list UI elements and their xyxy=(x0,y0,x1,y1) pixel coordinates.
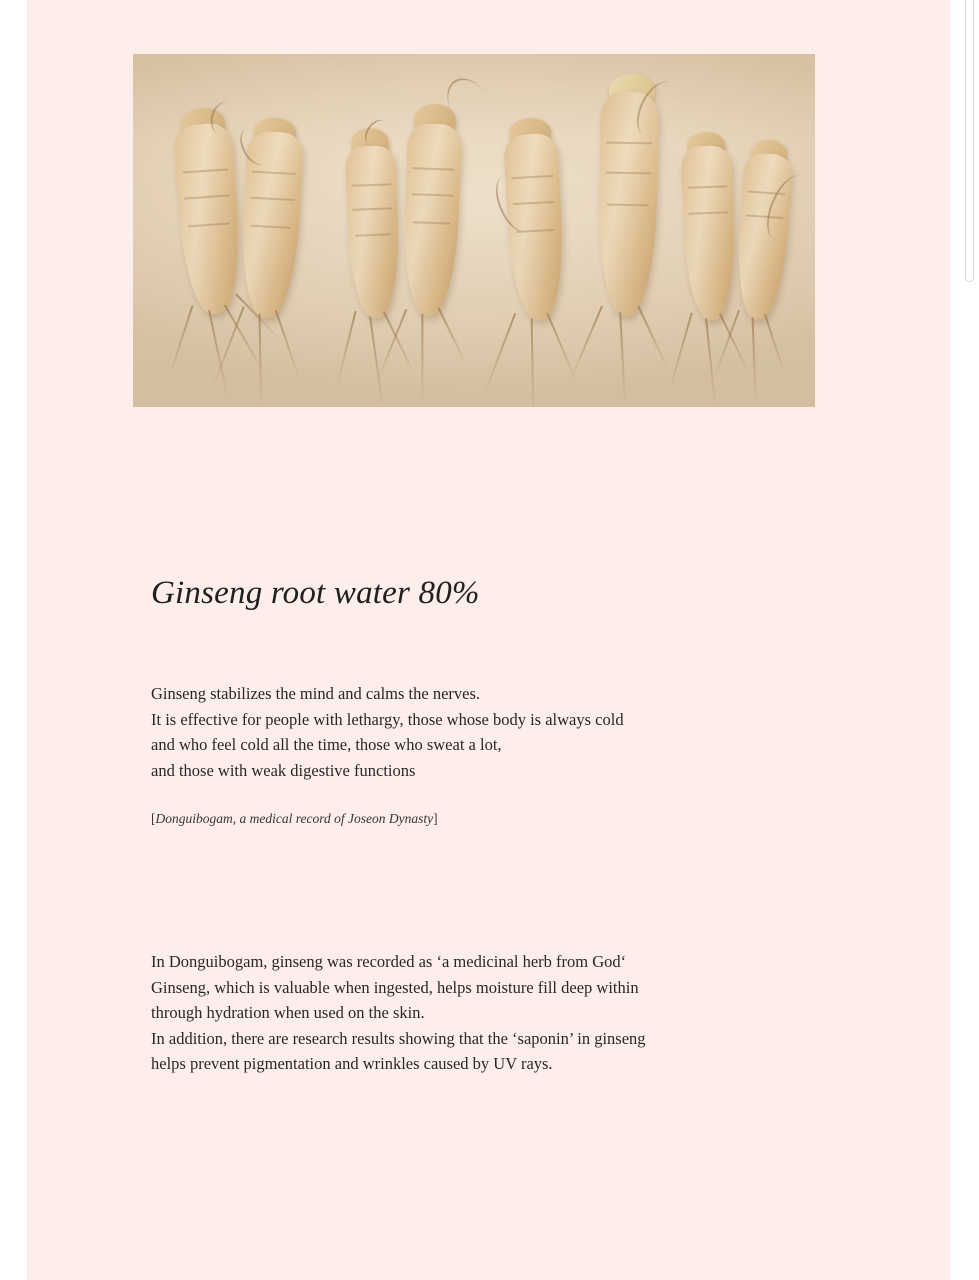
citation-bracket-open: [ xyxy=(151,811,156,826)
paragraph-line: Ginseng stabilizes the mind and calms the nerves. xyxy=(151,684,481,703)
left-gutter xyxy=(0,0,27,1280)
paragraph-line: and those with weak digestive functions xyxy=(151,760,416,780)
page-title: Ginseng root water 80% xyxy=(151,575,480,611)
citation-bracket-close: ] xyxy=(433,811,438,826)
paragraph-line: helps prevent pigmentation and wrinkles caused by UV rays. xyxy=(151,1054,553,1073)
paragraph-quote xyxy=(151,681,624,783)
paragraph-line: Ginseng, which is valuable when ingested, helps moisture fill deep within xyxy=(151,977,639,997)
scrollbar-thumb[interactable] xyxy=(965,0,974,282)
paragraph-line: It is effective for people with lethargy, those whose body is always cold xyxy=(151,709,624,729)
image-vignette xyxy=(133,54,815,407)
ginseng-roots-image xyxy=(133,54,815,407)
paragraph-description xyxy=(151,949,646,1077)
citation-source: Donguibogam, a medical record of Joseon Dynasty xyxy=(155,811,434,826)
scrollbar[interactable] xyxy=(964,0,977,290)
paragraph-line: through hydration when used on the skin. xyxy=(151,1003,425,1022)
paragraph-line: In addition, there are research results showing that the ‘saponin’ in ginseng xyxy=(151,1028,646,1048)
citation xyxy=(151,811,438,827)
paragraph-line: In Donguibogam, ginseng was recorded as ‘a medicinal herb from God‘ xyxy=(151,952,627,971)
paragraph-line: and who feel cold all the time, those who sweat a lot, xyxy=(151,735,502,754)
